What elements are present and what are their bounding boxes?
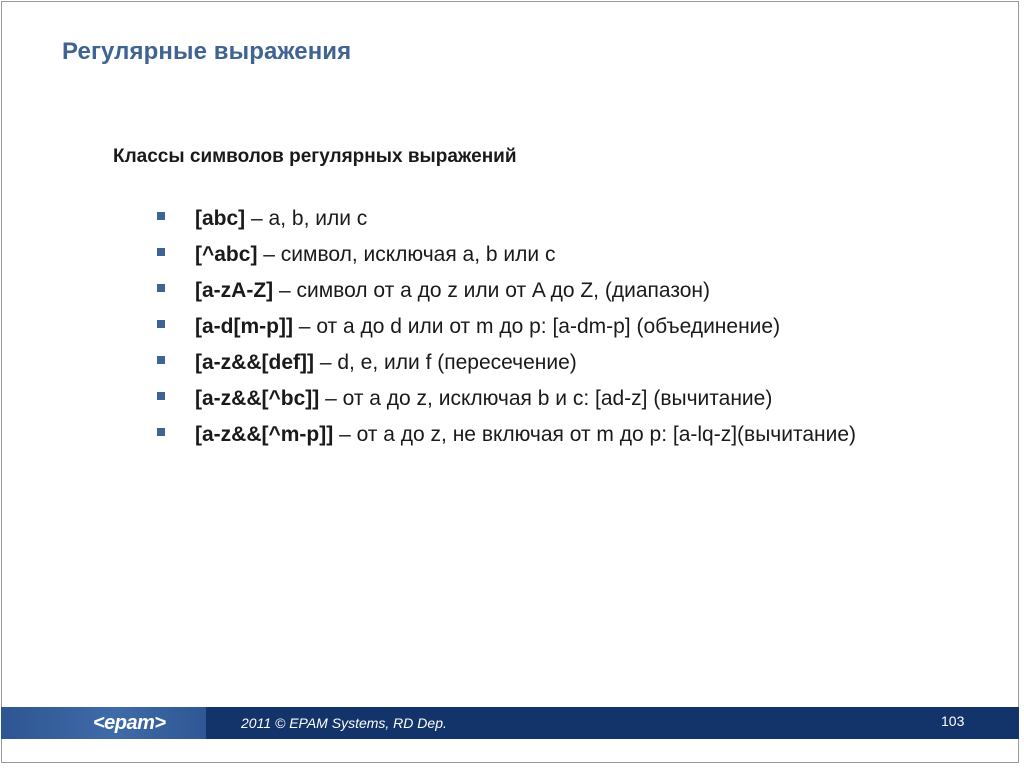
bullet-code: [a-z&&[^m-p]] [195, 423, 334, 446]
bullet-description: – от a до d или от m до p: [a-dm-p] (объединение) [292, 315, 781, 338]
bullet-text [195, 420, 914, 450]
bullet-description: – от a до z, исключая b и c: [ad-z] (вычитание) [319, 387, 773, 410]
list-item [154, 348, 914, 378]
square-bullet-icon [157, 284, 165, 292]
list-item [154, 276, 914, 306]
bullet-description: – символ, исключая a, b или c [257, 243, 556, 266]
bullet-text [195, 384, 914, 414]
square-bullet-icon [157, 392, 165, 400]
list-item [154, 204, 914, 234]
bullet-description: – d, e, или f (пересечение) [313, 351, 577, 374]
bullet-code: [abc] [195, 207, 246, 230]
bullet-description: – от a до z, не включая от m до p: [a-lq-z](вычитание) [333, 423, 857, 446]
square-bullet-icon [157, 428, 165, 436]
bullet-text [195, 276, 914, 306]
footer-bar [1, 707, 1019, 739]
bullet-code: [^abc] [195, 243, 258, 266]
footer-logo-panel [1, 707, 206, 739]
slide-title: Регулярные выражения [62, 38, 352, 65]
bullet-code: [a-z&&[^bc]] [195, 387, 320, 410]
bullet-text [195, 312, 914, 342]
slide-subtitle: Классы символов регулярных выражений [113, 146, 517, 167]
list-item [154, 420, 914, 450]
bullet-description: – символ от a до z или от A до Z, (диапазон) [273, 279, 710, 302]
bullet-text [195, 240, 914, 270]
footer-copyright: 2011 © EPAM Systems, RD Dep. [241, 715, 447, 731]
list-item [154, 312, 914, 342]
square-bullet-icon [157, 212, 165, 220]
square-bullet-icon [157, 248, 165, 256]
list-item [154, 384, 914, 414]
bullet-code: [a-zA-Z] [195, 279, 274, 302]
page-number: 103 [941, 713, 965, 729]
bullet-text [195, 348, 914, 378]
list-item [154, 240, 914, 270]
bullet-code: [a-z&&[def]] [195, 351, 314, 374]
bullet-list [154, 204, 914, 456]
bullet-description: – a, b, или c [245, 207, 368, 230]
square-bullet-icon [157, 320, 165, 328]
bullet-code: [a-d[m-p]] [195, 315, 293, 338]
epam-logo: <epam> [93, 712, 166, 734]
square-bullet-icon [157, 356, 165, 364]
bullet-text [195, 204, 914, 234]
